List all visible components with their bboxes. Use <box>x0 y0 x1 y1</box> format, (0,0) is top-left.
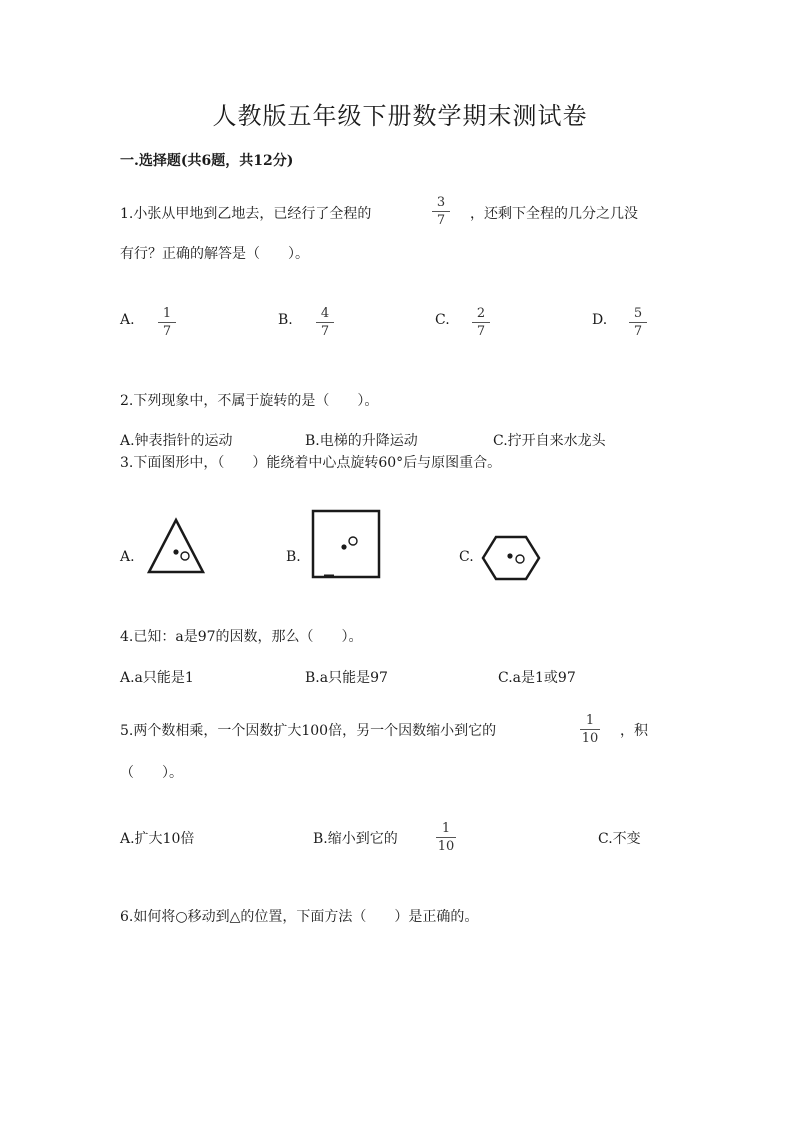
q1-option-b-fraction: 4 7 <box>313 307 337 338</box>
q4-option-c: C.a是1或97 <box>498 670 576 686</box>
q1-option-c-label: C. <box>435 312 450 328</box>
q2-option-a: A.钟表指针的运动 <box>120 433 233 449</box>
q5-option-a: A.扩大10倍 <box>120 831 195 847</box>
q3-text: 3.下面图形中，（ ）能绕着中心点旋转60°后与原图重合。 <box>120 455 502 471</box>
q4-option-a: A.a只能是1 <box>120 670 194 686</box>
q5-text-part3: （ ）。 <box>120 765 183 781</box>
q1-option-b-label: B. <box>278 312 293 328</box>
q5-text-part1: 5.两个数相乘，一个因数扩大100倍，另一个因数缩小到它的 <box>120 723 497 739</box>
q1-option-a-fraction: 1 7 <box>155 307 179 338</box>
q5-text-part2: ，积 <box>620 723 648 739</box>
q1-option-d-label: D. <box>592 312 608 328</box>
q1-text-part1: 1.小张从甲地到乙地去，已经行了全程的 <box>120 206 372 222</box>
q1-text-part3: 有行？正确的解答是（ ）。 <box>120 246 309 262</box>
q5-option-c: C.不变 <box>598 831 641 847</box>
q3-option-a-label: A. <box>120 549 135 565</box>
q4-option-b: B.a只能是97 <box>305 670 388 686</box>
page-title: 人教版五年级下册数学期末测试卷 <box>212 102 588 130</box>
q5-option-b: B.缩小到它的 <box>313 831 398 847</box>
q5-option-b-fraction: 1 10 <box>437 821 455 854</box>
q5-fraction: 1 10 <box>581 713 599 746</box>
q1-option-a-label: A. <box>120 312 135 328</box>
q3-option-b-label: B. <box>286 549 301 565</box>
q2-option-c: C.拧开自来水龙头 <box>493 433 606 449</box>
hexagon-figure-icon <box>480 533 542 583</box>
q1-text-part2: ，还剩下全程的几分之几没 <box>470 206 638 222</box>
q1-option-c-fraction: 2 7 <box>469 307 493 338</box>
q2-option-b: B.电梯的升降运动 <box>305 433 418 449</box>
q3-option-c-label: C. <box>459 549 474 565</box>
square-figure-icon <box>310 508 382 580</box>
section-heading: 一.选择题(共6题，共12分) <box>120 153 294 169</box>
triangle-figure-icon <box>145 515 207 577</box>
q1-fraction: 3 7 <box>429 196 453 227</box>
q2-text: 2.下列现象中，不属于旋转的是（ ）。 <box>120 393 379 409</box>
q6-text: 6.如何将○移动到△的位置，下面方法（ ）是正确的。 <box>120 909 479 925</box>
q1-option-d-fraction: 5 7 <box>626 307 650 338</box>
q4-text: 4.已知：a是97的因数，那么（ ）。 <box>120 629 363 645</box>
